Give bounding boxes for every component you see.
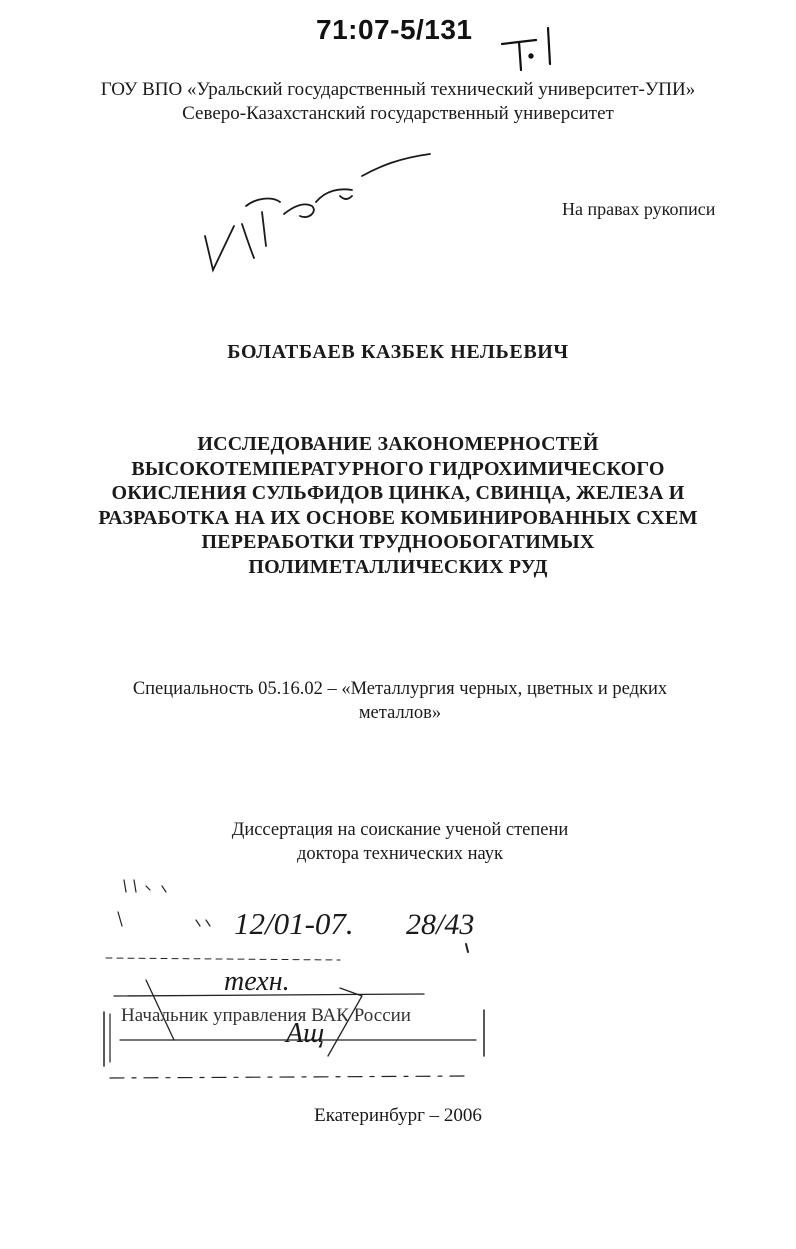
title-line: РАЗРАБОТКА НА ИХ ОСНОВЕ КОМБИНИРОВАННЫХ СХЕМ	[98, 506, 698, 529]
organization-line-1: ГОУ ВПО «Уральский государственный технический университет-УПИ»	[100, 79, 696, 100]
handwritten-date	[224, 906, 474, 1049]
title-line: ПЕРЕРАБОТКИ ТРУДНООБОГАТИМЫХ	[201, 531, 595, 553]
stamp-signature: Aщ	[286, 1018, 325, 1049]
handwritten-signature	[205, 154, 430, 270]
degree-line-2: доктора технических наук	[296, 844, 504, 864]
organization-line-2: Северо-Казахстанский государственный университет	[182, 103, 614, 124]
title-line: ОКИСЛЕНИЯ СУЛЬФИДОВ ЦИНКА, СВИНЦА, ЖЕЛЕЗА И	[111, 482, 685, 504]
archive-code: 71:07-5/131	[316, 14, 473, 45]
stamp-date: 12/01-07.	[234, 906, 354, 941]
vak-head-label: Начальник управления ВАК России	[121, 1005, 411, 1026]
specialty-line-2: металлов»	[358, 703, 442, 723]
author-name: БОЛАТБАЕВ КАЗБЕК НЕЛЬЕВИЧ	[227, 341, 569, 363]
stamp-number: 28/43	[406, 908, 475, 941]
city-and-year: Екатеринбург – 2006	[314, 1105, 482, 1126]
degree-line-1: Диссертация на соискание ученой степени	[231, 820, 569, 840]
volume-mark-handwriting	[502, 28, 550, 70]
title-line: ПОЛИМЕТАЛЛИЧЕСКИХ РУД	[248, 555, 548, 578]
title-line: ВЫСОКОТЕМПЕРАТУРНОГО ГИДРОХИМИЧЕСКОГО	[131, 457, 665, 480]
specialty-line-1: Специальность 05.16.02 – «Металлургия черных, цветных и редких	[132, 679, 668, 699]
manuscript-rights: На правах рукописи	[562, 199, 716, 219]
title-line: ИССЛЕДОВАНИЕ ЗАКОНОМЕРНОСТЕЙ	[197, 433, 599, 455]
stamp-field: техн.	[224, 966, 290, 997]
